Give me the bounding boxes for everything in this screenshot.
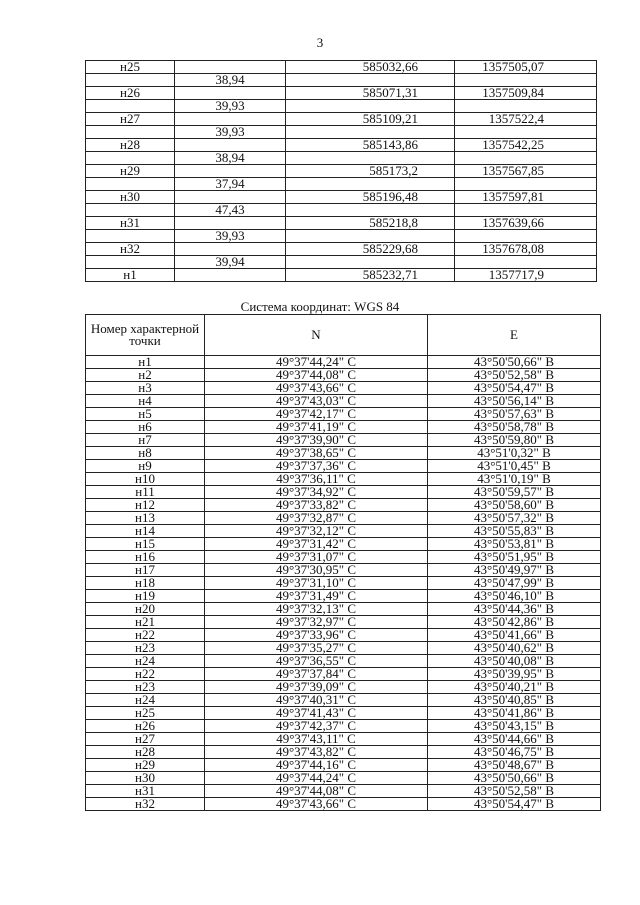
longitude-cell: 43°50'58,78" В: [428, 421, 601, 434]
longitude-cell: 43°50'43,15" В: [428, 720, 601, 733]
latitude-cell: 49°37'30,95" С: [205, 564, 428, 577]
latitude-cell: 49°37'43,03" С: [205, 395, 428, 408]
point-cell: н6: [86, 421, 205, 434]
x-cell: 585229,68: [286, 243, 455, 256]
longitude-cell: 43°50'52,58" В: [428, 785, 601, 798]
longitude-cell: 43°50'46,10" В: [428, 590, 601, 603]
latitude-cell: 49°37'32,97" С: [205, 616, 428, 629]
y-cell: 1357542,25: [455, 139, 597, 152]
longitude-cell: 43°50'52,58" В: [428, 369, 601, 382]
latitude-cell: 49°37'34,92" С: [205, 486, 428, 499]
point-cell: н24: [86, 655, 205, 668]
header-e: E: [428, 315, 601, 356]
y-cell: 1357678,08: [455, 243, 597, 256]
table-row: [86, 113, 597, 126]
distance-cell: 47,43: [175, 204, 286, 217]
point-cell: н16: [86, 551, 205, 564]
table-header-row: [86, 315, 601, 356]
point-cell: н4: [86, 395, 205, 408]
distance-cell: 39,93: [175, 126, 286, 139]
point-cell: н15: [86, 538, 205, 551]
point-cell: н28: [86, 139, 175, 152]
latitude-cell: 49°37'32,13" С: [205, 603, 428, 616]
distance-cell: 37,94: [175, 178, 286, 191]
latitude-cell: 49°37'44,08" С: [205, 369, 428, 382]
latitude-cell: 49°37'44,08" С: [205, 785, 428, 798]
latitude-cell: 49°37'31,10" С: [205, 577, 428, 590]
table-row: [86, 191, 597, 204]
longitude-cell: 43°51'0,32" В: [428, 447, 601, 460]
header-point-number: Номер характерной точки: [86, 315, 205, 356]
longitude-cell: 43°50'57,63" В: [428, 408, 601, 421]
point-cell: н30: [86, 191, 175, 204]
table-row: [86, 798, 601, 811]
y-cell: 1357639,66: [455, 217, 597, 230]
longitude-cell: 43°50'55,83" В: [428, 525, 601, 538]
point-cell: н11: [86, 486, 205, 499]
longitude-cell: 43°50'53,81" В: [428, 538, 601, 551]
latitude-cell: 49°37'42,37" С: [205, 720, 428, 733]
point-cell: н8: [86, 447, 205, 460]
table-row: [86, 87, 597, 100]
point-cell: н31: [86, 217, 175, 230]
latitude-cell: 49°37'42,17" С: [205, 408, 428, 421]
y-cell: 1357522,4: [455, 113, 597, 126]
distance-cell: 38,94: [175, 74, 286, 87]
point-cell: н22: [86, 629, 205, 642]
latitude-cell: 49°37'31,07" С: [205, 551, 428, 564]
longitude-cell: 43°50'40,62" В: [428, 642, 601, 655]
point-cell: н29: [86, 759, 205, 772]
point-cell: н14: [86, 525, 205, 538]
latitude-cell: 49°37'41,43" С: [205, 707, 428, 720]
point-cell: н26: [86, 720, 205, 733]
point-cell: н1: [86, 269, 175, 282]
point-cell: н31: [86, 785, 205, 798]
distance-cell: 38,94: [175, 152, 286, 165]
y-cell: 1357509,84: [455, 87, 597, 100]
longitude-cell: 43°50'50,66" В: [428, 772, 601, 785]
point-cell: н18: [86, 577, 205, 590]
longitude-cell: 43°50'54,47" В: [428, 798, 601, 811]
blank-cell: [175, 269, 286, 282]
latitude-cell: 49°37'31,49" С: [205, 590, 428, 603]
point-cell: н32: [86, 798, 205, 811]
point-cell: н28: [86, 746, 205, 759]
latitude-cell: 49°37'36,55" С: [205, 655, 428, 668]
point-cell: н3: [86, 382, 205, 395]
longitude-cell: 43°50'42,86" В: [428, 616, 601, 629]
latitude-cell: 49°37'40,31" С: [205, 694, 428, 707]
table-row: [86, 139, 597, 152]
x-cell: 585196,48: [286, 191, 455, 204]
point-cell: н7: [86, 434, 205, 447]
point-cell: н29: [86, 165, 175, 178]
latitude-cell: 49°37'31,42" С: [205, 538, 428, 551]
latitude-cell: 49°37'33,96" С: [205, 629, 428, 642]
latitude-cell: 49°37'41,19" С: [205, 421, 428, 434]
point-cell: н23: [86, 681, 205, 694]
longitude-cell: 43°51'0,19" В: [428, 473, 601, 486]
latitude-cell: 49°37'43,11" С: [205, 733, 428, 746]
point-cell: н9: [86, 460, 205, 473]
longitude-cell: 43°50'44,66" В: [428, 733, 601, 746]
point-cell: н25: [86, 61, 175, 74]
longitude-cell: 43°50'58,60" В: [428, 499, 601, 512]
latitude-cell: 49°37'37,84" С: [205, 668, 428, 681]
longitude-cell: 43°50'57,32" В: [428, 512, 601, 525]
y-cell: 1357597,81: [455, 191, 597, 204]
distance-cell: 39,93: [175, 100, 286, 113]
table-row: [86, 269, 597, 282]
latitude-cell: 49°37'44,24" С: [205, 356, 428, 369]
section-subtitle: Система координат: WGS 84: [240, 299, 400, 314]
longitude-cell: 43°50'40,08" В: [428, 655, 601, 668]
x-cell: 585109,21: [286, 113, 455, 126]
point-cell: н21: [86, 616, 205, 629]
x-cell: 585218,8: [286, 217, 455, 230]
x-cell: 585173,2: [286, 165, 455, 178]
x-cell: 585071,31: [286, 87, 455, 100]
longitude-cell: 43°50'39,95" В: [428, 668, 601, 681]
longitude-cell: 43°50'49,97" В: [428, 564, 601, 577]
coordinates-table-wgs84: [85, 314, 601, 811]
point-cell: н1: [86, 356, 205, 369]
header-n: N: [205, 315, 428, 356]
x-cell: 585032,66: [286, 61, 455, 74]
longitude-cell: 43°50'46,75" В: [428, 746, 601, 759]
y-cell: 1357567,85: [455, 165, 597, 178]
latitude-cell: 49°37'32,87" С: [205, 512, 428, 525]
latitude-cell: 49°37'39,09" С: [205, 681, 428, 694]
latitude-cell: 49°37'44,24" С: [205, 772, 428, 785]
point-cell: н27: [86, 113, 175, 126]
latitude-cell: 49°37'33,82" С: [205, 499, 428, 512]
point-cell: н27: [86, 733, 205, 746]
distance-cell: 39,94: [175, 256, 286, 269]
longitude-cell: 43°50'47,99" В: [428, 577, 601, 590]
longitude-cell: 43°50'44,36" В: [428, 603, 601, 616]
latitude-cell: 49°37'38,65" С: [205, 447, 428, 460]
longitude-cell: 43°50'40,21" В: [428, 681, 601, 694]
longitude-cell: 43°50'56,14" В: [428, 395, 601, 408]
point-cell: н5: [86, 408, 205, 421]
latitude-cell: 49°37'43,66" С: [205, 382, 428, 395]
point-cell: н2: [86, 369, 205, 382]
longitude-cell: 43°50'59,57" В: [428, 486, 601, 499]
point-cell: н25: [86, 707, 205, 720]
point-cell: н19: [86, 590, 205, 603]
x-cell: 585143,86: [286, 139, 455, 152]
longitude-cell: 43°50'41,66" В: [428, 629, 601, 642]
distance-cell: 39,93: [175, 230, 286, 243]
x-cell: 585232,71: [286, 269, 455, 282]
point-cell: н20: [86, 603, 205, 616]
longitude-cell: 43°50'50,66" В: [428, 356, 601, 369]
table-row: [86, 217, 597, 230]
point-cell: н26: [86, 87, 175, 100]
point-cell: н30: [86, 772, 205, 785]
longitude-cell: 43°50'59,80" В: [428, 434, 601, 447]
y-cell: 1357505,07: [455, 61, 597, 74]
point-cell: н23: [86, 642, 205, 655]
point-cell: н32: [86, 243, 175, 256]
longitude-cell: 43°50'48,67" В: [428, 759, 601, 772]
y-cell: 1357717,9: [455, 269, 597, 282]
table-row: [86, 165, 597, 178]
latitude-cell: 49°37'43,66" С: [205, 798, 428, 811]
latitude-cell: 49°37'36,11" С: [205, 473, 428, 486]
latitude-cell: 49°37'43,82" С: [205, 746, 428, 759]
point-cell: н22: [86, 668, 205, 681]
table-row: [86, 243, 597, 256]
latitude-cell: 49°37'32,12" С: [205, 525, 428, 538]
longitude-cell: 43°50'41,86" В: [428, 707, 601, 720]
latitude-cell: 49°37'35,27" С: [205, 642, 428, 655]
longitude-cell: 43°51'0,45" В: [428, 460, 601, 473]
point-cell: н12: [86, 499, 205, 512]
point-cell: н24: [86, 694, 205, 707]
table-row: [86, 61, 597, 74]
longitude-cell: 43°50'54,47" В: [428, 382, 601, 395]
longitude-cell: 43°50'40,85" В: [428, 694, 601, 707]
point-cell: н13: [86, 512, 205, 525]
coordinates-table-msk: [85, 60, 597, 282]
latitude-cell: 49°37'44,16" С: [205, 759, 428, 772]
point-cell: н10: [86, 473, 205, 486]
page-number: 3: [316, 35, 324, 50]
longitude-cell: 43°50'51,95" В: [428, 551, 601, 564]
latitude-cell: 49°37'39,90" С: [205, 434, 428, 447]
point-cell: н17: [86, 564, 205, 577]
latitude-cell: 49°37'37,36" С: [205, 460, 428, 473]
